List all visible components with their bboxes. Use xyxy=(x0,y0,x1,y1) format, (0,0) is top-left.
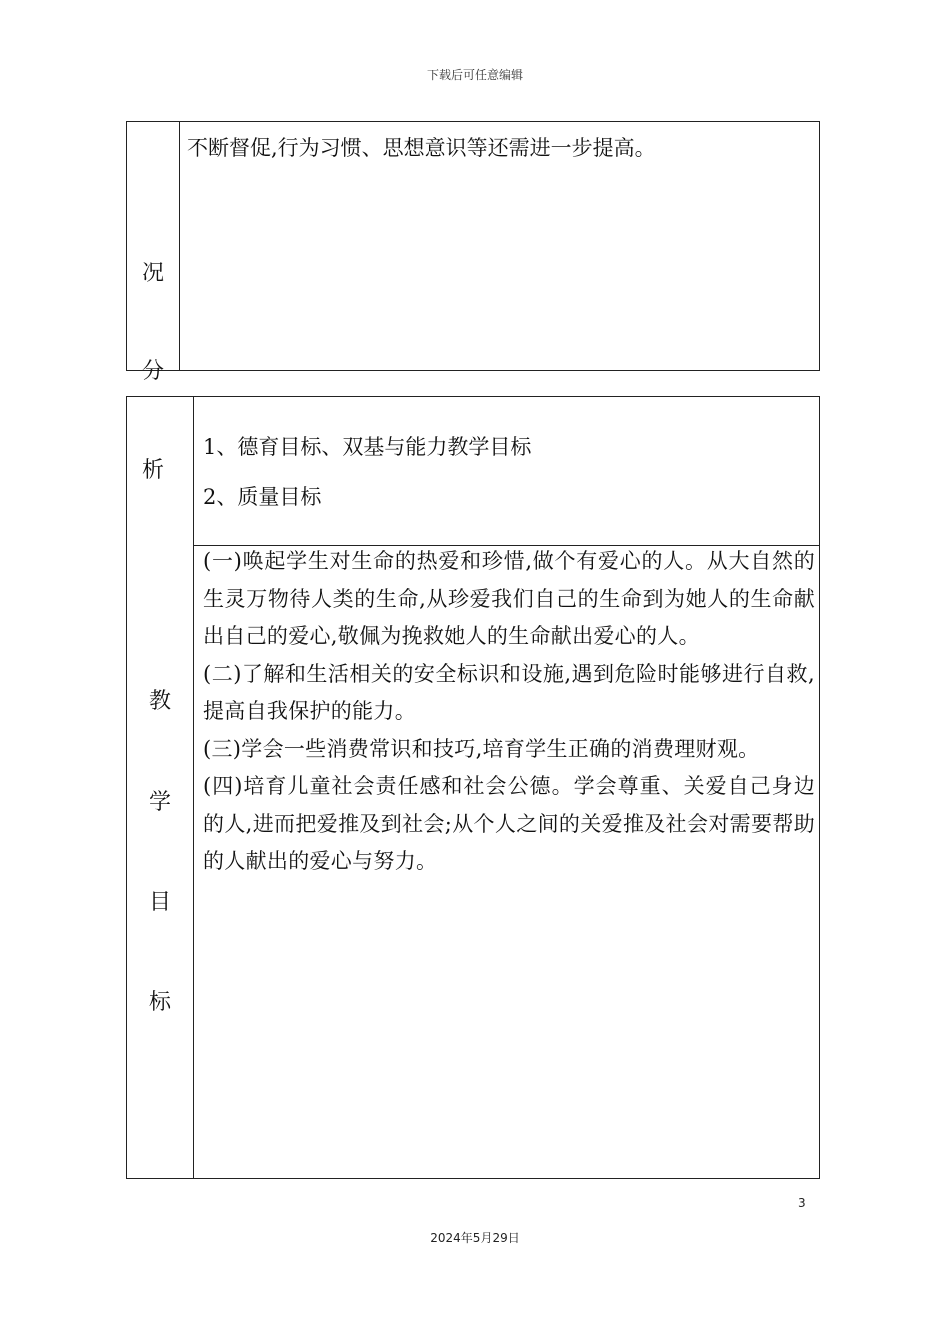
goal-paragraph: (三)学会一些消费常识和技巧,培育学生正确的消费理财观。 xyxy=(203,736,760,761)
label-char: 目 xyxy=(148,890,171,915)
page-number: 3 xyxy=(798,1196,806,1210)
label-char: 学 xyxy=(148,790,171,815)
goals-body xyxy=(203,543,815,881)
goals-header-cell xyxy=(193,397,819,546)
goal-paragraph: (一)唤起学生对生命的热爱和珍惜,做个有爱心的人。从大自然的生灵万物待人类的生命,从珍爱我们自己的生命到为她人的生命献出自己的爱心,敬佩为挽救她人的生命献出爱心的人。 xyxy=(203,549,815,648)
table1-content-cell xyxy=(179,122,819,370)
page-footer-date: 2024年5月29日 xyxy=(430,1231,520,1245)
table1-label-cell xyxy=(127,122,180,483)
page-header: 下载后可任意编辑 xyxy=(426,68,523,82)
teaching-goals-table xyxy=(126,396,820,1179)
table1-content-text: 不断督促,行为习惯、思想意识等还需进一步提高。 xyxy=(187,136,656,160)
goal-paragraph: (二)了解和生活相关的安全标识和设施,遇到危险时能够进行自救,提高自我保护的能力。 xyxy=(203,661,815,723)
label-char: 析 xyxy=(141,458,164,483)
goal-heading-line: 1、德育目标、双基与能力教学目标 xyxy=(203,435,532,459)
goal-paragraph: (四)培育儿童社会责任感和社会公德。学会尊重、关爱自己身边的人,进而把爱推及到社会;从个人之间的关爱推及社会对需要帮助的人献出的爱心与努力。 xyxy=(203,774,815,873)
label-char: 况 xyxy=(141,261,164,286)
label-char: 分 xyxy=(141,359,164,384)
table2-label-cell xyxy=(127,397,194,1178)
label-char: 教 xyxy=(148,689,171,714)
label-char: 标 xyxy=(148,990,171,1015)
goal-heading-line: 2、质量目标 xyxy=(203,485,322,509)
